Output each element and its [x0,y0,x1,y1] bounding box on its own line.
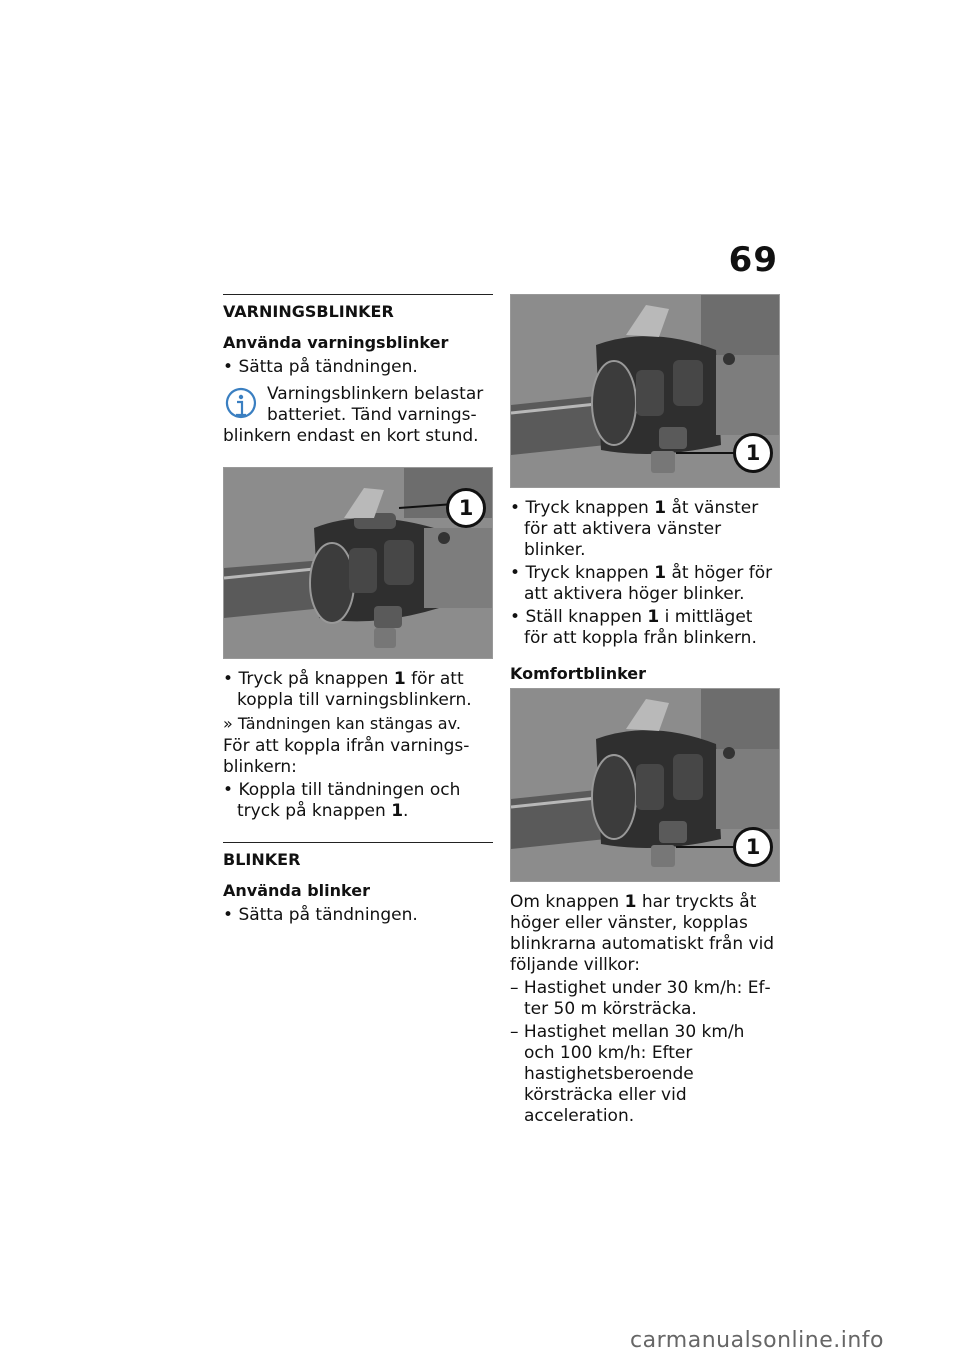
watermark: carmanualsonline.info [630,1328,884,1353]
info-icon [223,386,259,426]
result-ignition-off: » Tändningen kan stängas av. [223,714,461,733]
section-rule [223,294,493,295]
callout-1: 1 [446,488,486,528]
handlebar-photo-comfort [510,688,780,882]
subtitle-anvanda-blinker: Använda blinker [223,881,370,900]
section-rule [223,842,493,843]
step-turn-right: • Tryck knappen 1 åt höger för att aktivera höger blinker. [510,563,773,604]
para-comfort-conditions: Om knappen 1 har tryckts åt höger eller vänster, kopplas blinkrarna automatiskt från vid följande villkor: [510,892,775,975]
condition-under-30: – Hastighet under 30 km/h: Efter 50 m körsträcka. [510,978,771,1019]
step-switch-off: • Koppla till tändningen och tryck på knappen 1. [223,780,461,821]
handlebar-photo-hazard [223,467,493,659]
page-number: 69 [728,240,778,280]
right-column [510,294,780,1129]
info-note [223,384,493,447]
subtitle-komfortblinker: Komfortblinker [510,664,647,683]
left-column [223,294,493,928]
section-title-blinker: BLINKER [223,850,301,869]
step-turn-off: • Ställ knappen 1 i mittläget för att koppla från blinkern. [510,607,757,648]
callout-1: 1 [733,433,773,473]
condition-30-to-100: – Hastighet mellan 30 km/h och 100 km/h: Efter hastighetsberoende körsträcka eller vid acceleration. [510,1022,745,1126]
callout-1: 1 [733,827,773,867]
step-ignition-on: • Sätta på tändningen. [223,357,418,377]
step-ignition-on-2: • Sätta på tändningen. [223,905,418,925]
step-press-hazard: • Tryck på knappen 1 för att koppla till varningsblinkern. [223,669,472,710]
subtitle-anvanda-varningsblinker: Använda varningsblinker [223,333,449,352]
step-turn-left: • Tryck knappen 1 åt vänster för att aktivera vänster blinker. [510,498,759,560]
para-switch-off: För att koppla ifrån varningsblinkern: [223,736,470,777]
handlebar-photo-turn-signal [510,294,780,488]
section-title-varningsblinker: VARNINGSBLINKER [223,302,394,321]
info-note-text: Varningsblinkern belastar batteriet. Tänd varningsblinkern endast en kort stund. [223,384,484,446]
